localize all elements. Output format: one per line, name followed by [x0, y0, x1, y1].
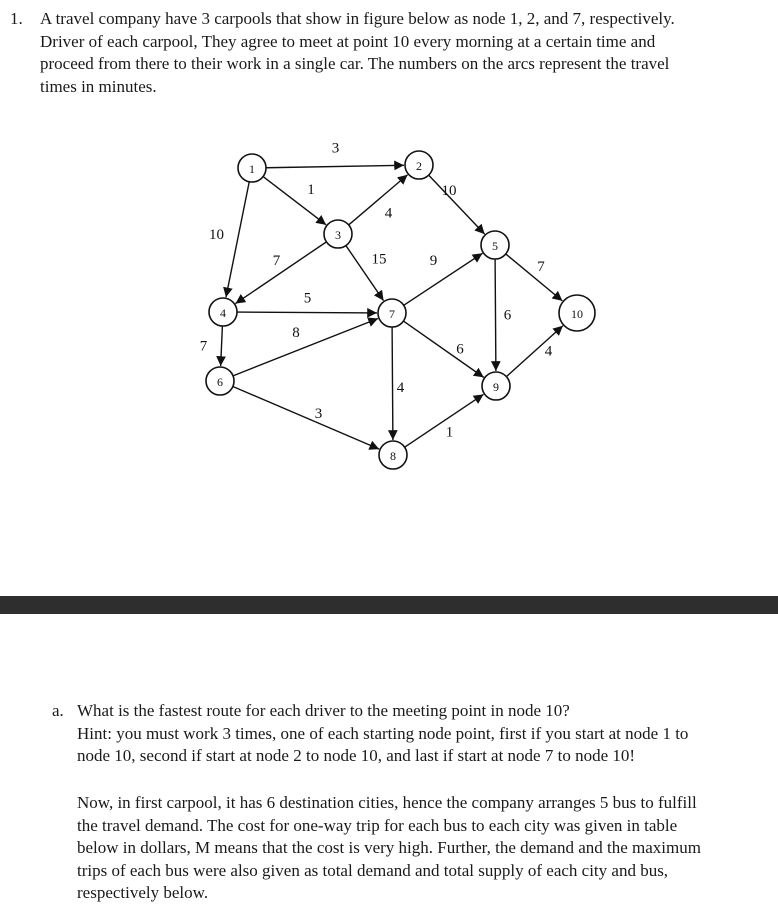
page-divider — [0, 596, 778, 614]
arc-3-2 — [349, 175, 408, 225]
node-label: 9 — [493, 380, 499, 394]
node-label: 3 — [335, 228, 341, 242]
arc-time-label: 7 — [272, 253, 281, 269]
paragraph-line: respectively below. — [77, 883, 209, 902]
paragraph-line: below in dollars, M means that the cost is very high. Further, the demand and the maximum — [77, 838, 701, 857]
arc-5-9 — [495, 259, 496, 371]
arc-time-label: 5 — [303, 290, 312, 307]
arc-7-8 — [392, 327, 393, 440]
arc-time-label: 7 — [199, 338, 208, 355]
node-label: 5 — [492, 239, 498, 253]
arc-4-7 — [237, 312, 377, 313]
arc-time-label: 7 — [537, 259, 545, 275]
arc-time-label: 9 — [429, 253, 438, 269]
arc-2-5 — [429, 175, 485, 234]
arc-1-4 — [226, 182, 249, 298]
arc-time-label: 1 — [445, 424, 454, 441]
question-line: times in minutes. — [40, 76, 157, 96]
node-label: 10 — [571, 307, 583, 321]
arc-7-9 — [403, 321, 483, 377]
arc-time-label: 10 — [209, 227, 224, 243]
arc-time-label: 3 — [331, 140, 340, 157]
question-line: A travel company have 3 carpools that show in figure below as node 1, 2, and 7, respectively. — [40, 9, 675, 28]
question-line: Driver of each carpool, They agree to meet at point 10 every morning at a certain time and — [40, 31, 656, 51]
question-text — [40, 8, 752, 98]
node-label: 2 — [416, 159, 422, 173]
arc-time-label: 3 — [314, 406, 323, 422]
part-a-line: node 10, second if start at node 2 to node 10, and last if start at node 7 to node 10! — [77, 746, 636, 765]
paragraph-line: trips of each bus were also given as total demand and total supply of each city and bus, — [77, 860, 669, 880]
arc-time-label: 1 — [307, 182, 315, 198]
part-a-line: Hint: you must work 3 times, one of each starting node point, first if you start at node 1 to — [77, 723, 689, 743]
question-line: proceed from there to their work in a single car. The numbers on the arcs represent the travel — [40, 54, 670, 73]
arc-3-4 — [235, 242, 326, 304]
question-number: 1. — [10, 9, 23, 28]
arc-6-8 — [233, 387, 379, 450]
carpool-paragraph — [77, 792, 742, 905]
paragraph-line: Now, in first carpool, it has 6 destination cities, hence the company arranges 5 bus to fulfill — [77, 793, 697, 812]
arc-time-label: 8 — [292, 325, 300, 341]
part-a-line: What is the fastest route for each driver to the meeting point in node 10? — [77, 701, 570, 720]
arc-time-label: 6 — [503, 307, 512, 324]
arc-time-label: 10 — [441, 183, 457, 199]
part-a-label: a. — [52, 701, 64, 720]
arc-time-label: 4 — [396, 380, 405, 396]
arc-4-6 — [221, 326, 223, 366]
part-a-text — [77, 700, 742, 768]
network-diagram — [0, 130, 778, 470]
arc-1-3 — [263, 177, 326, 225]
node-label: 1 — [249, 162, 255, 176]
arc-6-7 — [233, 319, 378, 376]
paragraph-line: the travel demand. The cost for one-way trip for each bus to each city was given in table — [77, 815, 678, 835]
arc-1-2 — [266, 165, 404, 167]
node-label: 6 — [217, 375, 223, 389]
node-label: 7 — [389, 307, 395, 321]
arc-time-label: 6 — [456, 341, 464, 358]
node-label: 8 — [390, 449, 396, 463]
arc-8-9 — [405, 394, 484, 447]
arc-7-5 — [404, 253, 483, 305]
arc-time-label: 4 — [544, 343, 553, 360]
arc-9-10 — [506, 326, 562, 377]
arc-time-label: 4 — [384, 205, 393, 222]
arc-time-label: 15 — [371, 251, 387, 268]
arc-5-10 — [506, 254, 563, 301]
node-label: 4 — [220, 306, 226, 320]
